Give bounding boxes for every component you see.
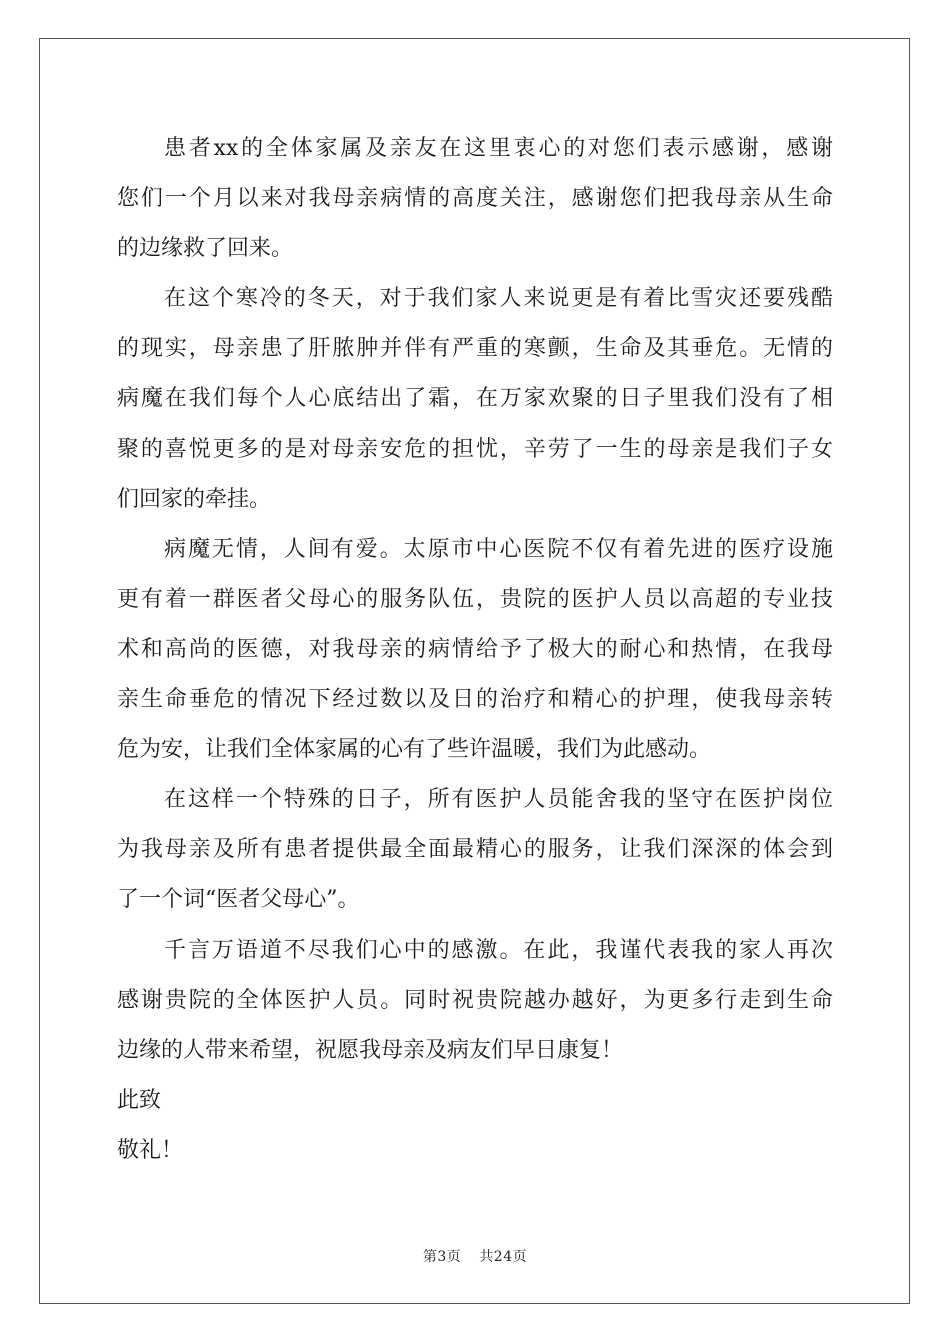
paragraph-5-line-2: 感谢贵院的全体医护人员。同时祝贵院越办越好，为更多行走到生命 [117, 987, 833, 1013]
paragraph-2-line-2: 的现实，母亲患了肝脓肿并伴有严重的寒颤，生命及其垂危。无情的 [117, 336, 833, 362]
paragraph-2-line-4: 聚的喜悦更多的是对母亲安危的担忧，辛劳了一生的母亲是我们子女 [117, 436, 833, 462]
closing-salutation: 此致 [117, 1087, 162, 1113]
paragraph-3-line-2: 更有着一群医者父母心的服务队伍，贵院的医护人员以高超的专业技 [117, 586, 833, 612]
paragraph-1-line-2: 您们一个月以来对我母亲病情的高度关注，感谢您们把我母亲从生命 [117, 186, 833, 212]
paragraph-3-line-1: 病魔无情，人间有爱。太原市中心医院不仅有着先进的医疗设施 [164, 536, 833, 562]
paragraph-4-line-3: 了一个词“医者父母心”。 [117, 887, 360, 913]
paragraph-2-line-1: 在这个寒冷的冬天，对于我们家人来说更是有着比雪灾还要残酷 [164, 286, 833, 312]
closing-regards: 敬礼！ [117, 1137, 184, 1163]
page-total-label: 共24页 [479, 1249, 528, 1265]
paragraph-4-line-2: 为我母亲及所有患者提供最全面最精心的服务，让我们深深的体会到 [117, 837, 833, 863]
paragraph-3-line-3: 术和高尚的医德，对我母亲的病情给予了极大的耐心和热情，在我母 [117, 636, 833, 662]
paragraph-5-line-1: 千言万语道不尽我们心中的感激。在此，我谨代表我的家人再次 [164, 937, 833, 963]
paragraph-3-line-4: 亲生命垂危的情况下经过数以及日的治疗和精心的护理，使我母亲转 [117, 687, 833, 713]
page-footer [0, 1246, 950, 1266]
paragraph-2-line-3: 病魔在我们每个人心底结出了霜，在万家欢聚的日子里我们没有了相 [117, 386, 833, 412]
letter-body [117, 124, 833, 1176]
paragraph-1-line-3: 的边缘救了回来。 [117, 236, 294, 262]
paragraph-3-line-5: 危为安，让我们全体家属的心有了些许温暖，我们为此感动。 [117, 737, 712, 763]
paragraph-2-line-5: 们回家的牵挂。 [117, 486, 272, 512]
paragraph-5-line-3: 边缘的人带来希望，祝愿我母亲及病友们早日康复！ [117, 1037, 624, 1063]
paragraph-4-line-1: 在这样一个特殊的日子，所有医护人员能舍我的坚守在医护岗位 [164, 787, 833, 813]
page-number-label: 第3页 [422, 1249, 462, 1265]
paragraph-1-line-1: 患者xx的全体家属及亲友在这里衷心的对您们表示感谢，感谢 [164, 136, 833, 161]
